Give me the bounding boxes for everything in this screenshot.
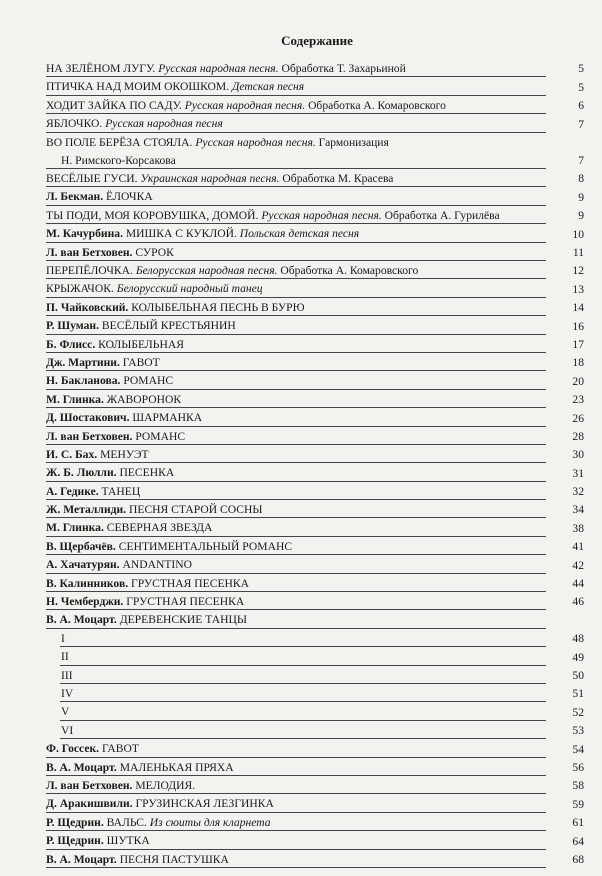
entry-author: Д. Аракишвили. <box>46 797 133 811</box>
leader-line <box>46 297 546 298</box>
toc-entry[interactable] <box>46 538 584 556</box>
page-title: Содержание <box>281 33 353 48</box>
page-number: 7 <box>578 117 584 131</box>
page-number: 61 <box>572 816 584 830</box>
toc-entry[interactable] <box>46 280 584 298</box>
entry-author: М. Глинка. <box>46 521 104 535</box>
entry-title: ПЕСНЯ СТАРОЙ СОСНЫ <box>128 503 263 517</box>
leader-line <box>46 481 546 482</box>
page-number: 32 <box>572 485 584 499</box>
entry-author: Л. ван Бетховен. <box>46 778 133 792</box>
entry-text <box>46 650 69 663</box>
entry-title: III <box>61 668 73 682</box>
entry-note: Обработка А. Комаровского <box>280 264 419 278</box>
entry-title: ВАЛЬС. <box>106 815 147 829</box>
entry-text <box>46 227 359 240</box>
leader-line <box>46 315 546 316</box>
toc-entry[interactable] <box>46 134 584 171</box>
entry-author: Р. Щедрин. <box>46 834 104 848</box>
toc-entry[interactable] <box>46 611 584 629</box>
page-number: 28 <box>572 429 584 443</box>
leader-line <box>46 186 546 187</box>
entry-text <box>46 246 174 259</box>
toc-entry[interactable] <box>46 188 584 206</box>
entry-title: ПЕРЕПЁЛОЧКА. <box>46 264 133 278</box>
entry-text <box>46 209 500 222</box>
entry-title: V <box>61 705 70 719</box>
page-number: 53 <box>572 724 584 738</box>
entry-title: ЖАВОРОНОК <box>106 392 182 406</box>
entry-text <box>46 705 69 718</box>
entry-title: КРЫЖАЧОК. <box>46 282 114 296</box>
entry-title: II <box>61 650 69 664</box>
entry-author: Н. Бакланова. <box>46 374 121 388</box>
toc-sub-entry[interactable] <box>46 648 584 666</box>
entry-source: Русская народная песня. <box>184 98 306 112</box>
entry-title: ШАРМАНКА <box>132 411 203 425</box>
leader-line <box>60 646 546 647</box>
toc-entry[interactable] <box>46 593 584 611</box>
entry-title: ПЕСНЯ ПАСТУШКА <box>119 852 229 866</box>
entry-author: В. А. Моцарт. <box>46 760 117 774</box>
entry-title: МИШКА С КУКЛОЙ. <box>125 227 237 241</box>
page-number: 38 <box>572 521 584 535</box>
toc-entry[interactable] <box>46 464 584 482</box>
entry-author: Л. Бекман. <box>46 190 104 204</box>
leader-line <box>46 517 546 518</box>
toc-entry[interactable] <box>46 244 584 262</box>
entry-title: ГРУСТНАЯ ПЕСЕНКА <box>126 595 245 609</box>
page-number: 8 <box>578 172 584 186</box>
leader-line <box>60 738 546 739</box>
entry-author: Р. Щедрин. <box>46 815 104 829</box>
entry-title: ГРУСТНАЯ ПЕСЕНКА <box>131 576 250 590</box>
leader-line <box>60 701 546 702</box>
entry-text <box>46 761 234 774</box>
page-number: 46 <box>572 595 584 609</box>
leader-line <box>46 444 546 445</box>
entry-source: Польская детская песня <box>239 227 360 241</box>
page-number: 58 <box>572 779 584 793</box>
entry-author: М. Качурбина. <box>46 227 123 241</box>
toc-entry[interactable] <box>46 446 584 464</box>
entry-title: I <box>61 631 65 645</box>
entry-title: ЁЛОЧКА <box>106 190 153 204</box>
toc-entry[interactable] <box>46 97 584 115</box>
leader-line <box>46 352 546 353</box>
entry-text <box>46 742 139 755</box>
entry-text <box>46 448 149 461</box>
entry-title: ВЕСЁЛЫЕ ГУСИ. <box>46 172 138 186</box>
entry-title: МАЛЕНЬКАЯ ПРЯХА <box>119 760 234 774</box>
entry-text <box>46 99 446 112</box>
leader-line <box>46 113 546 114</box>
leader-line <box>46 628 546 629</box>
entry-author: Р. Шуман. <box>46 319 99 333</box>
toc-entry[interactable] <box>46 391 584 409</box>
entry-text <box>46 301 305 314</box>
entry-text <box>46 577 249 590</box>
entry-text <box>46 816 271 829</box>
page-number: 26 <box>572 411 584 425</box>
toc-entry[interactable] <box>46 740 584 758</box>
page-number: 14 <box>572 301 584 315</box>
page-number: 11 <box>572 246 584 260</box>
entry-title: IV <box>61 687 74 700</box>
entry-author: В. А. Моцарт. <box>46 613 117 627</box>
entry-text <box>46 540 292 553</box>
entry-author: В. А. Моцарт. <box>46 852 117 866</box>
entry-author: Ф. Госсек. <box>46 742 100 756</box>
entry-text <box>46 797 274 810</box>
entry-title: РОМАНС <box>135 429 186 443</box>
toc-list <box>46 60 584 869</box>
leader-line <box>46 389 546 390</box>
entry-text <box>46 595 244 608</box>
toc-entry[interactable] <box>46 759 584 777</box>
leader-line <box>46 867 546 868</box>
leader-line <box>46 334 546 335</box>
entry-title: VI <box>61 723 74 737</box>
toc-entry[interactable] <box>46 501 584 519</box>
entry-title: МЕЛОДИЯ. <box>135 778 196 792</box>
leader-line <box>46 757 546 758</box>
entry-text <box>46 430 185 443</box>
entry-text <box>46 466 174 479</box>
entry-text <box>46 485 140 498</box>
leader-line <box>46 812 546 813</box>
entry-text <box>46 80 304 93</box>
leader-line <box>46 95 546 96</box>
leader-line <box>46 793 546 794</box>
entry-text <box>46 282 263 295</box>
entry-text <box>46 374 173 387</box>
entry-source: Из сюиты для кларнета <box>149 815 271 829</box>
entry-note: Обработка А. Комаровского <box>308 98 446 112</box>
page-number: 13 <box>572 282 584 296</box>
toc-entry[interactable] <box>46 777 584 795</box>
toc-sub-entry[interactable] <box>46 630 584 648</box>
page-number: 41 <box>572 540 584 554</box>
entry-author: Л. ван Бетховен. <box>46 245 133 259</box>
leader-line <box>46 407 546 408</box>
entry-author: М. Глинка. <box>46 392 104 406</box>
entry-title: ШУТКА <box>106 834 150 848</box>
toc-entry[interactable] <box>46 299 584 317</box>
leader-line <box>46 554 546 555</box>
toc-entry[interactable] <box>46 225 584 243</box>
entry-note: Гармонизация <box>318 135 389 149</box>
toc-entry[interactable] <box>46 170 584 188</box>
entry-title: ТЫ ПОДИ, МОЯ КОРОВУШКА, ДОМОЙ. <box>46 208 259 222</box>
entry-title: ГРУЗИНСКАЯ ЛЕЗГИНКА <box>135 797 274 811</box>
entry-title: ПТИЧКА НАД МОИМ ОКОШКОМ. <box>46 80 230 94</box>
page-number: 23 <box>572 393 584 407</box>
entry-title: ЯБЛОЧКО. <box>46 117 103 131</box>
entry-source: Русская народная песня <box>105 117 223 131</box>
entry-title: ХОДИТ ЗАЙКА ПО САДУ. <box>46 98 182 112</box>
toc-sub-entry[interactable] <box>46 703 584 721</box>
entry-title: РОМАНС <box>123 374 174 388</box>
leader-line <box>46 370 546 371</box>
entry-title: НА ЗЕЛЁНОМ ЛУГУ. <box>46 62 156 75</box>
toc-entry[interactable] <box>46 317 584 335</box>
leader-line <box>46 499 546 500</box>
entry-title: ГАВОТ <box>122 355 160 369</box>
page-number: 20 <box>572 374 584 388</box>
toc-entry[interactable] <box>46 354 584 372</box>
entry-author: А. Хачатурян. <box>46 558 120 572</box>
entry-title: ВО ПОЛЕ БЕРЁЗА СТОЯЛА. <box>46 135 193 149</box>
page-number: 9 <box>578 190 584 204</box>
entry-text <box>46 669 73 682</box>
entry-title: ГАВОТ <box>101 742 139 756</box>
entry-text <box>46 62 406 75</box>
leader-line <box>46 591 546 592</box>
entry-text <box>46 724 73 737</box>
leader-line <box>46 205 546 206</box>
entry-text <box>46 411 202 424</box>
toc-sub-entry[interactable] <box>46 667 584 685</box>
leader-line <box>46 426 546 427</box>
page-number: 52 <box>572 705 584 719</box>
entry-author: Ж. Металлиди. <box>46 503 127 517</box>
toc-entry[interactable] <box>46 795 584 813</box>
leader-line <box>46 775 546 776</box>
toc-entry[interactable] <box>46 556 584 574</box>
entry-author: П. Чайковский. <box>46 300 129 314</box>
entry-text <box>46 264 418 277</box>
entry-text <box>46 613 247 626</box>
entry-text <box>46 117 223 130</box>
entry-text <box>46 503 262 516</box>
entry-title: СЕНТИМЕНТАЛЬНЫЙ РОМАНС <box>118 539 293 553</box>
entry-title: КОЛЫБЕЛЬНАЯ <box>98 337 184 351</box>
entry-text <box>46 356 160 369</box>
toc-entry[interactable] <box>46 851 584 869</box>
leader-line <box>60 665 546 666</box>
entry-author: И. С. Бах. <box>46 447 98 461</box>
entry-source: Русская народная песня. <box>158 62 279 75</box>
entry-author: Л. ван Бетховен. <box>46 429 133 443</box>
entry-title: КОЛЫБЕЛЬНАЯ ПЕСНЬ В БУРЮ <box>131 300 305 314</box>
leader-line <box>60 720 546 721</box>
leader-line <box>46 609 546 610</box>
entry-note: Обработка Т. Захарьиной <box>281 62 406 75</box>
entry-author: Н. Чемберджи. <box>46 595 124 609</box>
toc-sub-entry[interactable] <box>46 722 584 740</box>
toc-entry[interactable] <box>46 60 584 78</box>
toc-entry[interactable] <box>46 262 584 280</box>
leader-line <box>46 278 546 279</box>
entry-author: В. Калинников. <box>46 576 129 590</box>
entry-text <box>46 558 192 571</box>
entry-title: ПЕСЕНКА <box>119 466 175 480</box>
toc-entry[interactable] <box>46 832 584 850</box>
leader-line <box>46 462 546 463</box>
page-number: 30 <box>572 448 584 462</box>
leader-line <box>46 830 546 831</box>
page-number: 50 <box>572 669 584 682</box>
entry-author: Ж. Б. Люлли. <box>46 466 117 480</box>
entry-note: Обработка М. Красева <box>282 172 394 186</box>
page-number: 18 <box>572 356 584 370</box>
entry-title: СЕВЕРНАЯ ЗВЕЗДА <box>106 521 213 535</box>
leader-line <box>46 223 546 224</box>
page-number: 64 <box>572 834 584 848</box>
page-number: 10 <box>572 227 584 241</box>
entry-continuation: Н. Римского-Корсакова <box>61 153 176 167</box>
toc-entry[interactable] <box>46 78 584 96</box>
entry-author: Дж. Мартини. <box>46 355 120 369</box>
entry-title: ДЕРЕВЕНСКИЕ ТАНЦЫ <box>119 613 247 627</box>
entry-source: Белорусская народная песня. <box>135 264 278 278</box>
entry-author: Б. Флисс. <box>46 337 96 351</box>
toc-sub-entry[interactable] <box>46 685 584 703</box>
entry-title: МЕНУЭТ <box>100 447 149 461</box>
entry-note: Обработка А. Гурилёва <box>384 208 500 222</box>
entry-author: В. Щербачёв. <box>46 539 116 553</box>
toc-entry[interactable] <box>46 483 584 501</box>
entry-source: Русская народная песня. <box>195 135 316 149</box>
leader-line <box>46 76 546 77</box>
entry-text <box>46 172 393 185</box>
entry-text <box>46 632 65 645</box>
entry-text <box>46 834 150 847</box>
entry-text <box>46 338 184 351</box>
page-number: 54 <box>572 742 584 756</box>
leader-line <box>46 536 546 537</box>
leader-line <box>46 573 546 574</box>
toc-entry[interactable] <box>46 519 584 537</box>
entry-text <box>46 319 236 332</box>
page-number: 49 <box>572 650 584 664</box>
leader-line <box>46 849 546 850</box>
toc-entry[interactable] <box>46 207 584 225</box>
page-number: 17 <box>572 337 584 351</box>
entry-text <box>46 853 229 866</box>
entry-text <box>46 521 212 534</box>
page-number: 48 <box>572 632 584 646</box>
page-number: 12 <box>572 264 584 278</box>
entry-source: Русская народная песня. <box>261 208 382 222</box>
leader-line <box>46 242 546 243</box>
entry-text <box>46 190 153 203</box>
page-number: 42 <box>572 558 584 572</box>
leader-line <box>60 683 546 684</box>
page-number: 7 <box>578 154 584 168</box>
entry-title: ТАНЕЦ <box>101 484 141 498</box>
toc-entry[interactable] <box>46 336 584 354</box>
entry-source: Детская песня <box>232 80 305 94</box>
toc-entry[interactable] <box>46 814 584 832</box>
entry-text <box>46 687 73 700</box>
entry-author: А. Гедике. <box>46 484 99 498</box>
page-number: 44 <box>572 577 584 591</box>
page-number: 16 <box>572 319 584 333</box>
entry-text <box>46 136 584 170</box>
toc-entry[interactable] <box>46 409 584 427</box>
entry-title: СУРОК <box>135 245 174 259</box>
toc-entry[interactable] <box>46 428 584 446</box>
page-number: 68 <box>572 852 584 866</box>
page-number: 51 <box>572 687 584 701</box>
entry-source: Белорусский народный танец <box>116 282 263 296</box>
entry-text <box>46 393 181 406</box>
page-number: 9 <box>578 209 584 223</box>
page-number: 31 <box>572 466 584 480</box>
page-number: 34 <box>572 503 584 517</box>
page-number: 5 <box>578 62 584 76</box>
leader-line <box>46 132 546 133</box>
page-number: 59 <box>572 797 584 811</box>
entry-author: Д. Шостакович. <box>46 411 130 425</box>
leader-line <box>46 260 546 261</box>
entry-text <box>46 779 195 792</box>
entry-title: ANDANTINO <box>122 558 193 572</box>
toc-entry[interactable] <box>46 372 584 390</box>
entry-title: ВЕСЁЛЫЙ КРЕСТЬЯНИН <box>101 319 236 333</box>
page-number: 6 <box>578 99 584 113</box>
toc-entry[interactable] <box>46 115 584 133</box>
entry-source: Украинская народная песня. <box>140 172 280 186</box>
page-number: 56 <box>572 760 584 774</box>
toc-entry[interactable] <box>46 575 584 593</box>
page-number: 5 <box>578 80 584 94</box>
